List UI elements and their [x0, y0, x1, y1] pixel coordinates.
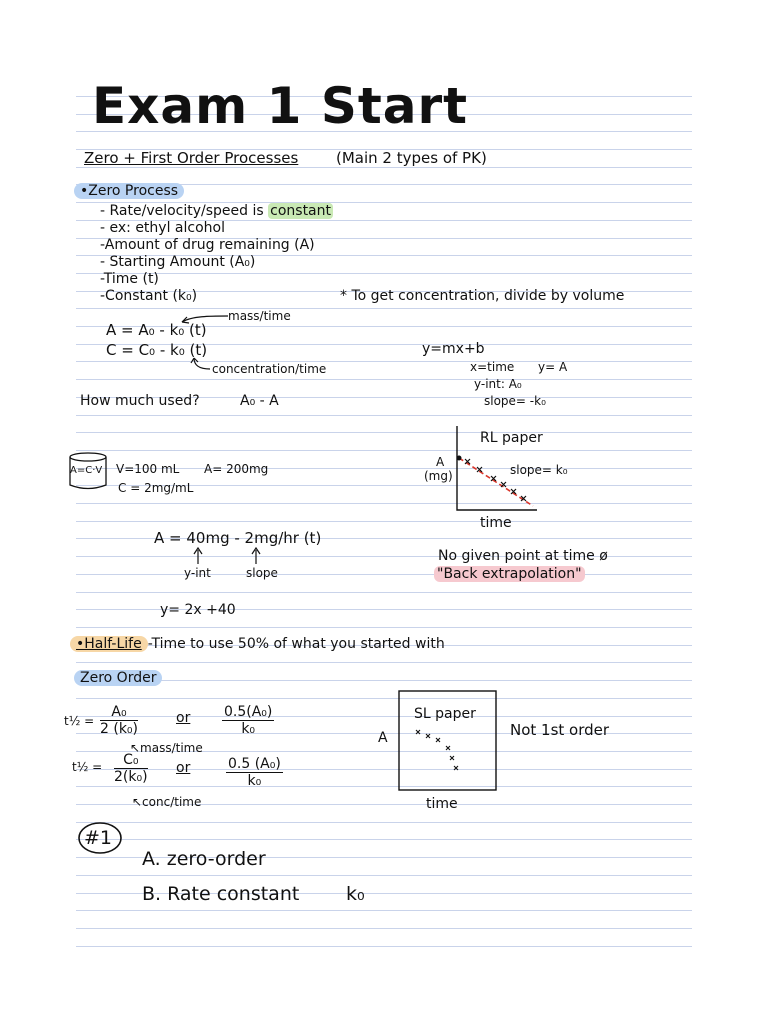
rl-graph-ylabel: A	[436, 455, 445, 469]
fraction	[114, 752, 148, 785]
linear-x: x=time	[470, 360, 515, 374]
section-note: (Main 2 types of PK)	[336, 149, 487, 167]
arrow-icon	[190, 356, 212, 372]
linear-y: y= A	[538, 360, 568, 374]
zero-process-line: - ex: ethyl alcohol	[100, 220, 225, 236]
linear-equation: y=mx+b	[422, 341, 485, 357]
rl-graph	[455, 426, 545, 516]
ruled-line	[76, 627, 692, 628]
zero-process-line: - Starting Amount (A₀)	[100, 254, 256, 270]
answer-b: B. Rate constant	[142, 883, 300, 905]
constant-highlight: constant	[270, 203, 332, 219]
fraction-denominator: k₀	[241, 721, 256, 737]
fraction-numerator: 0.5 (A₀)	[228, 756, 281, 772]
ruled-line	[76, 361, 692, 362]
sl-graph-ylabel: A	[378, 730, 388, 746]
fraction-denominator: 2 (k₀)	[100, 721, 139, 737]
equation-amount: A = A₀ - k₀ (t)	[106, 321, 207, 339]
ruled-line	[76, 432, 692, 433]
ruled-line	[76, 574, 692, 575]
ruled-line	[76, 592, 692, 593]
question-number: #1	[84, 827, 113, 849]
rate-text: - Rate/velocity/speed is	[100, 203, 264, 219]
container-label: A=C·V	[70, 465, 103, 476]
ruled-line	[76, 415, 692, 416]
half-life-row	[70, 636, 445, 652]
ruled-line	[76, 839, 692, 840]
ruled-line	[76, 928, 692, 929]
rl-graph-xlabel: time	[480, 515, 512, 531]
amount: A= 200mg	[204, 462, 269, 476]
ruled-line	[76, 167, 692, 168]
slope-label: slope	[246, 566, 278, 580]
ruled-line	[76, 521, 692, 522]
linear-yint: y-int: A₀	[474, 377, 522, 391]
ruled-line	[76, 875, 692, 876]
fraction-numerator: C₀	[114, 752, 148, 769]
zero-process-heading: •Zero Process	[74, 183, 184, 199]
concentration-note: * To get concentration, divide by volume	[340, 288, 625, 304]
yint-label: y-int	[184, 566, 211, 580]
fraction	[226, 756, 283, 789]
how-much-used: How much used?	[80, 393, 200, 409]
ruled-line	[76, 822, 692, 823]
ruled-line	[76, 450, 692, 451]
ruled-line	[76, 910, 692, 911]
conc-time-note: concentration/time	[212, 362, 327, 376]
rl-graph-ylabel-unit: (mg)	[424, 469, 453, 483]
ruled-line	[76, 503, 692, 504]
t-half-label: t½ =	[64, 714, 95, 728]
zero-process-line: -Time (t)	[100, 271, 159, 287]
not-first-order-note: Not 1st order	[510, 721, 610, 739]
fraction-numerator: A₀	[100, 704, 138, 721]
ruled-line	[76, 946, 692, 947]
used-expression: A₀ - A	[240, 393, 279, 409]
ruled-line	[76, 680, 692, 681]
volume: V=100 mL	[116, 462, 180, 476]
t-half-label: t½ =	[72, 760, 103, 774]
fraction	[100, 704, 138, 737]
fraction	[222, 704, 274, 737]
ruled-line	[76, 273, 692, 274]
ruled-line	[76, 379, 692, 380]
arrow-icons	[192, 546, 272, 566]
rl-graph-slope: slope= k₀	[510, 463, 568, 477]
rl-graph-title: RL paper	[480, 430, 543, 446]
ruled-line	[76, 662, 692, 663]
answer-a: A. zero-order	[142, 848, 266, 870]
linear-slope: slope= -k₀	[484, 394, 546, 408]
half-life-label: •Half-Life	[70, 636, 148, 652]
example-equation: A = 40mg - 2mg/hr (t)	[154, 529, 322, 547]
answer-b-symbol: k₀	[346, 883, 365, 905]
conc-time-note: ↖conc/time	[132, 795, 202, 809]
or-label: or	[176, 760, 191, 776]
equation-concentration: C = C₀ - k₀ (t)	[106, 341, 208, 359]
section-heading: Zero + First Order Processes	[84, 149, 299, 167]
zero-process-line	[100, 203, 333, 219]
zero-process-line: -Amount of drug remaining (A)	[100, 237, 315, 253]
back-extrapolation: "Back extrapolation"	[434, 566, 585, 582]
example-line: y= 2x +40	[160, 602, 236, 618]
zero-order-label: Zero Order	[74, 670, 162, 686]
fraction-denominator: k₀	[247, 773, 262, 789]
no-point-note: No given point at time ø	[438, 548, 608, 564]
ruled-line	[76, 698, 692, 699]
fraction-denominator: 2(k₀)	[114, 769, 148, 785]
ruled-line	[76, 716, 692, 717]
half-life-definition: -Time to use 50% of what you started with	[147, 636, 445, 652]
ruled-line	[76, 308, 692, 309]
or-label: or	[176, 710, 191, 726]
sl-graph-xlabel: time	[426, 796, 458, 812]
mass-time-note: mass/time	[228, 309, 291, 323]
zero-process-line: -Constant (k₀)	[100, 288, 198, 304]
ruled-line	[76, 786, 692, 787]
fraction-numerator: 0.5(A₀)	[224, 704, 273, 720]
ruled-line	[76, 769, 692, 770]
page-title: Exam 1 Start	[92, 77, 469, 135]
sl-graph-title: SL paper	[414, 706, 476, 722]
concentration: C = 2mg/mL	[118, 481, 194, 495]
mass-time-note: ↖mass/time	[130, 741, 203, 755]
